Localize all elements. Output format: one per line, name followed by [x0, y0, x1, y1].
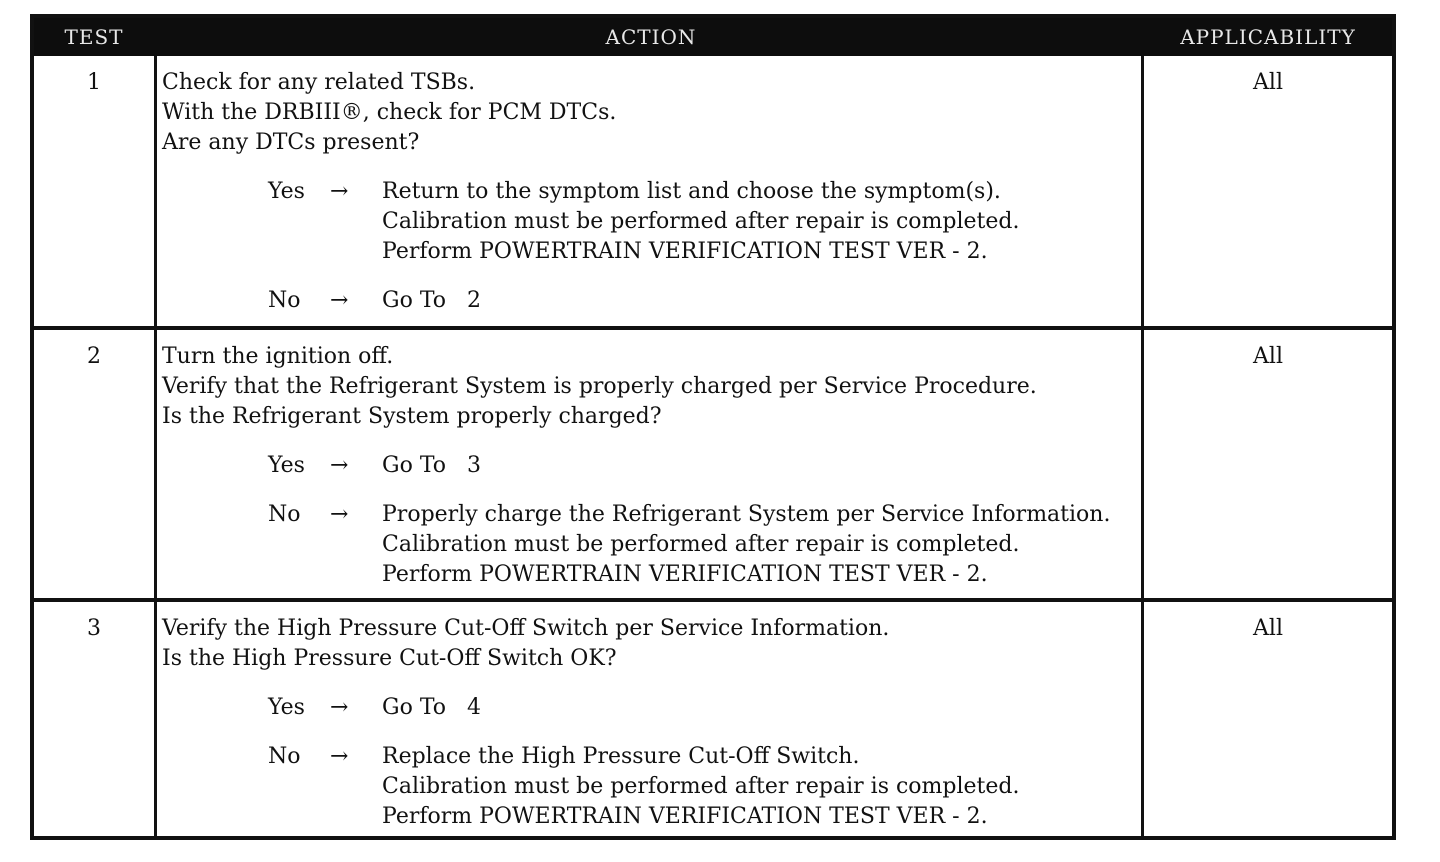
question-line: With the DRBIII®, check for PCM DTCs. — [162, 100, 617, 125]
table-row — [34, 330, 1392, 598]
yes-result — [382, 177, 1152, 267]
diagnostic-test-table — [30, 14, 1396, 840]
result-line: Replace the High Pressure Cut-Off Switch. — [382, 744, 860, 769]
question-line: Verify the High Pressure Cut-Off Switch per Service Information. — [162, 616, 890, 641]
no-result — [382, 500, 1152, 590]
question-line: Turn the ignition off. — [162, 344, 394, 369]
result-line: Properly charge the Refrigerant System per Service Information. — [382, 502, 1111, 527]
result-line: Perform POWERTRAIN VERIFICATION TEST VER - 2. — [382, 804, 988, 829]
no-label: No — [268, 744, 301, 769]
header-action: ACTION — [605, 25, 697, 49]
table-row — [34, 602, 1392, 836]
arrow-right-icon: → — [330, 288, 349, 313]
applicability-cell: All — [1253, 616, 1283, 641]
header-applicability: APPLICABILITY — [1180, 25, 1356, 49]
question-line: Verify that the Refrigerant System is properly charged per Service Procedure. — [162, 374, 1037, 399]
arrow-right-icon: → — [330, 744, 349, 769]
question-line: Check for any related TSBs. — [162, 70, 476, 95]
yes-result — [382, 451, 1152, 481]
result-line: Perform POWERTRAIN VERIFICATION TEST VER - 2. — [382, 239, 988, 264]
yes-result — [382, 693, 1152, 723]
yes-branch — [162, 451, 1152, 481]
table-row — [34, 56, 1392, 326]
yes-branch — [162, 693, 1152, 723]
action-cell — [162, 342, 1152, 590]
no-result — [382, 286, 1152, 316]
no-branch — [162, 500, 1152, 590]
no-label: No — [268, 288, 301, 313]
yes-label: Yes — [268, 453, 305, 478]
result-line: Perform POWERTRAIN VERIFICATION TEST VER - 2. — [382, 562, 988, 587]
question-line: Is the High Pressure Cut-Off Switch OK? — [162, 646, 617, 671]
result-line: Calibration must be performed after repair is completed. — [382, 209, 1020, 234]
table-header — [34, 18, 1392, 56]
arrow-right-icon: → — [330, 453, 349, 478]
no-label: No — [268, 502, 301, 527]
yes-branch — [162, 177, 1152, 267]
applicability-cell: All — [1253, 344, 1283, 369]
action-cell — [162, 68, 1152, 316]
result-line: Return to the symptom list and choose the symptom(s). — [382, 179, 1001, 204]
arrow-right-icon: → — [330, 502, 349, 527]
no-branch — [162, 742, 1152, 832]
test-number: 1 — [87, 70, 101, 95]
header-test: TEST — [64, 25, 124, 49]
test-number: 2 — [87, 344, 101, 369]
yes-label: Yes — [268, 179, 305, 204]
question-line: Are any DTCs present? — [162, 130, 420, 155]
no-branch — [162, 286, 1152, 316]
applicability-cell: All — [1253, 70, 1283, 95]
result-line: Calibration must be performed after repair is completed. — [382, 532, 1020, 557]
question-line: Is the Refrigerant System properly charged? — [162, 404, 662, 429]
arrow-right-icon: → — [330, 695, 349, 720]
result-line: Go To 2 — [382, 288, 481, 313]
result-line: Go To 3 — [382, 453, 481, 478]
arrow-right-icon: → — [330, 179, 349, 204]
yes-label: Yes — [268, 695, 305, 720]
action-cell — [162, 614, 1152, 832]
no-result — [382, 742, 1152, 832]
result-line: Go To 4 — [382, 695, 481, 720]
test-number: 3 — [87, 616, 101, 641]
result-line: Calibration must be performed after repair is completed. — [382, 774, 1020, 799]
